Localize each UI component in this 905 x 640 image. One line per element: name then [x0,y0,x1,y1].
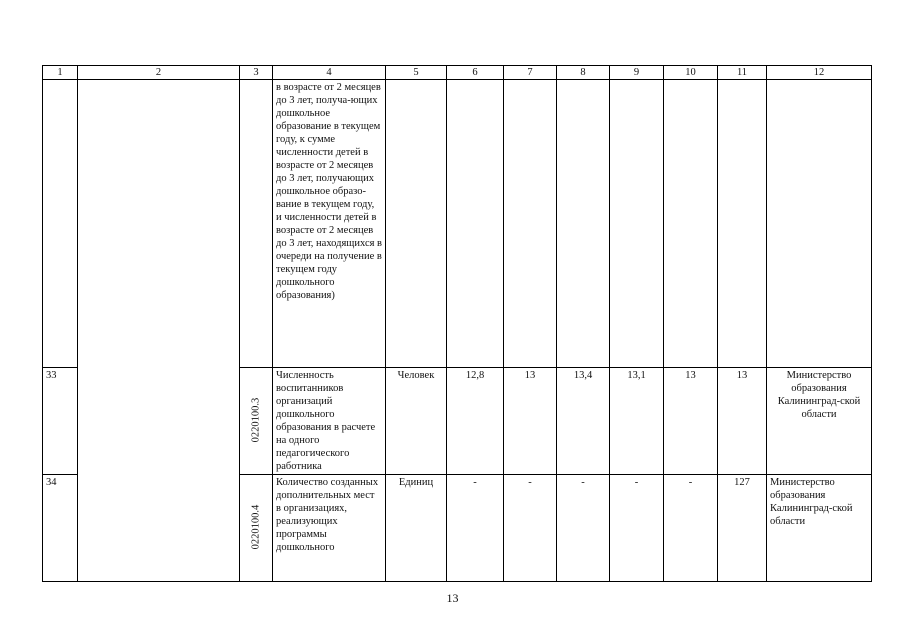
cell-v11: 127 [718,475,767,582]
page-number: 13 [446,591,459,605]
cell-responsible [767,80,872,368]
cell-v10: - [664,475,718,582]
cell-code [240,80,273,368]
cell-indicator-name: Численность воспитанников организаций дошкольного образования в расчете на одного педагогического работника [273,368,386,475]
cell-responsible: Министерство образования Калининград-ской области [767,475,872,582]
cell-program-column [78,80,240,582]
cell-v10 [664,80,718,368]
header-col-2: 2 [78,66,240,80]
code-vertical-text: 0220100.3 [250,397,262,443]
cell-num: 33 [43,368,78,475]
cell-num [43,80,78,368]
cell-v6: - [447,475,504,582]
cell-v8 [557,80,610,368]
header-col-12: 12 [767,66,872,80]
cell-v6: 12,8 [447,368,504,475]
header-col-3: 3 [240,66,273,80]
cell-v6 [447,80,504,368]
table-row-continuation [43,80,872,368]
header-col-6: 6 [447,66,504,80]
header-row [43,66,872,80]
header-col-9: 9 [610,66,664,80]
header-col-4: 4 [273,66,386,80]
header-col-11: 11 [718,66,767,80]
cell-v10: 13 [664,368,718,475]
cell-v7: - [504,475,557,582]
cell-unit: Человек [386,368,447,475]
header-col-8: 8 [557,66,610,80]
cell-code [240,475,273,582]
cell-responsible: Министерство образования Калининград-ской области [767,368,872,475]
cell-indicator-name: Количество созданных дополнительных мест в организациях, реализующих программы дошкольного [273,475,386,582]
cell-v8: - [557,475,610,582]
cell-code [240,368,273,475]
indicators-table [42,65,872,582]
header-col-7: 7 [504,66,557,80]
cell-v8: 13,4 [557,368,610,475]
cell-num: 34 [43,475,78,582]
cell-unit [386,80,447,368]
cell-v9 [610,80,664,368]
cell-v9: - [610,475,664,582]
cell-v9: 13,1 [610,368,664,475]
cell-unit: Единиц [386,475,447,582]
cell-v7 [504,80,557,368]
header-col-10: 10 [664,66,718,80]
cell-indicator-continuation: в возрасте от 2 месяцев до 3 лет, получа-ющих дошкольное образование в текущем году, к сумме численности детей в возрасте от 2 месяцев до 3 лет, получающих дошкольное образо-вание в текущем году, и численности детей в возрасте от 2 месяцев до 3 лет, находящихся в очереди на получение в текущем году дошкольного образования) [273,80,386,368]
header-col-5: 5 [386,66,447,80]
cell-v11: 13 [718,368,767,475]
cell-v7: 13 [504,368,557,475]
header-col-1: 1 [43,66,78,80]
code-vertical-text: 0220100.4 [250,504,262,550]
cell-v11 [718,80,767,368]
